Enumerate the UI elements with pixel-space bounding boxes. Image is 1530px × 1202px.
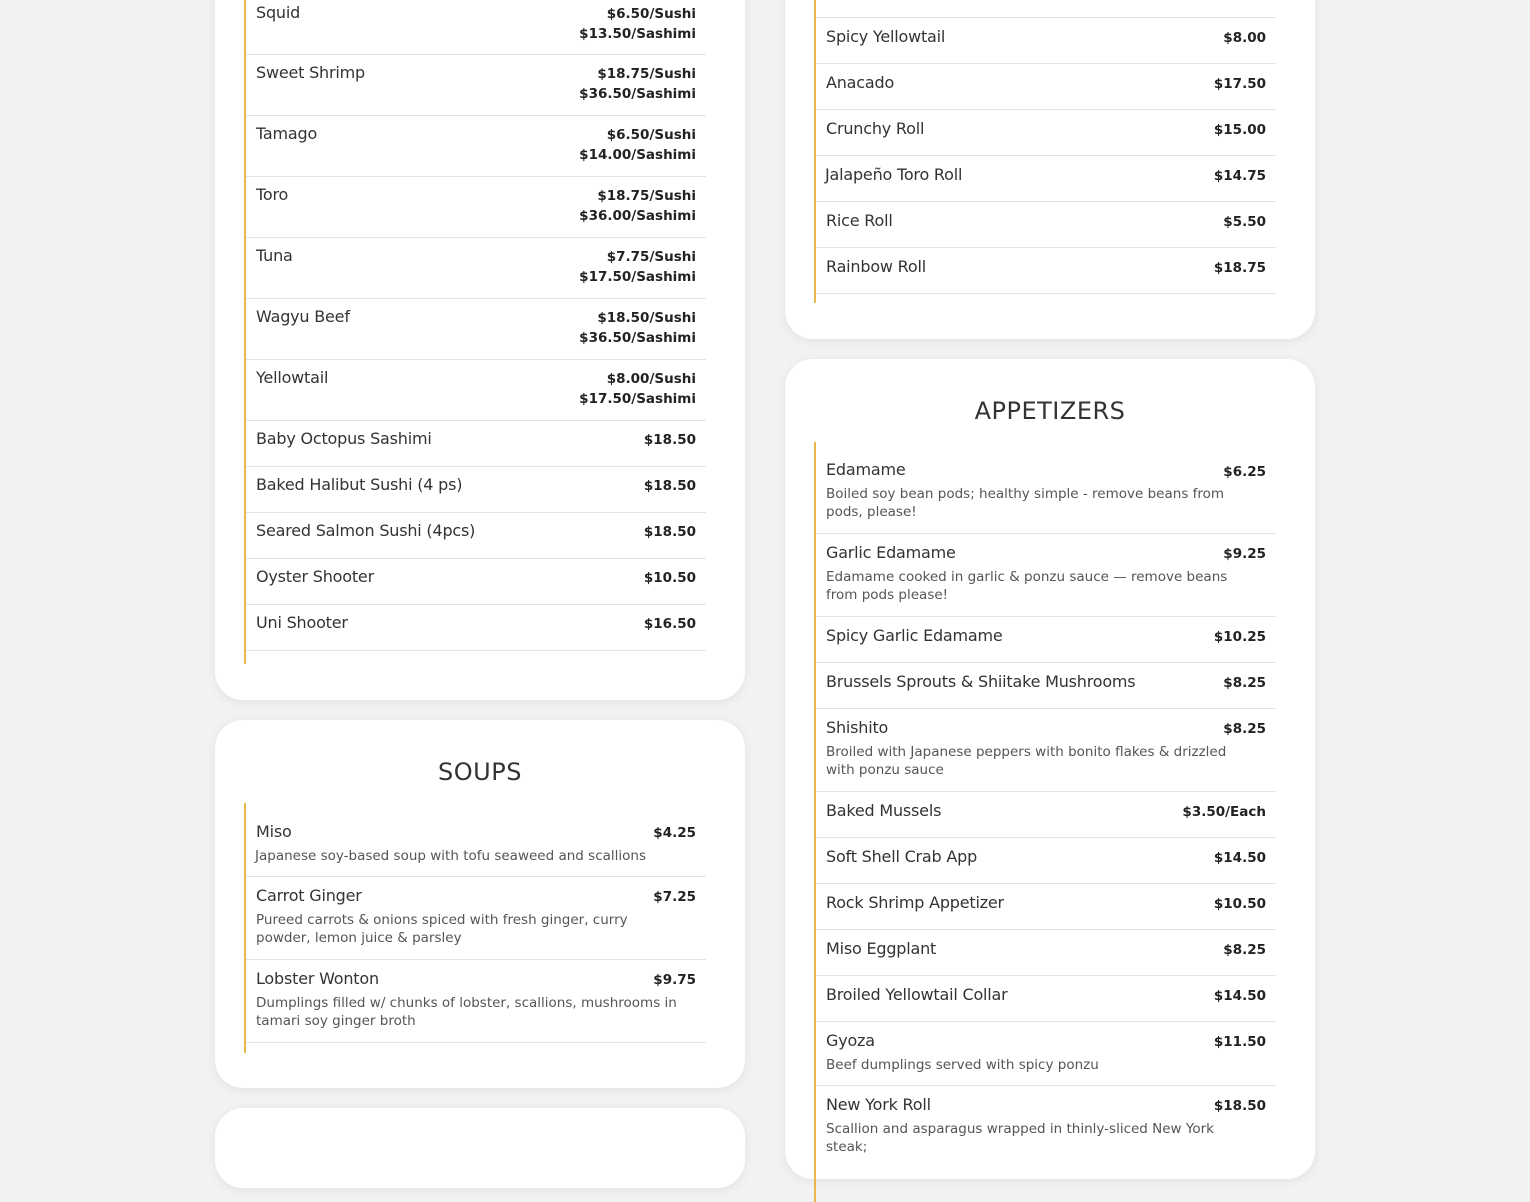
item-price: $8.25 <box>1223 721 1266 737</box>
item-name: Wagyu Beef <box>256 307 350 326</box>
section-title: APPETIZERS <box>974 397 1126 425</box>
item-price <box>579 369 696 409</box>
item-price: $14.50 <box>1213 988 1266 1004</box>
item-name: Toro <box>256 185 289 204</box>
menu-item <box>816 64 1276 110</box>
menu-item <box>246 513 706 559</box>
menu-item <box>816 248 1276 294</box>
item-price: $16.50 <box>643 616 696 632</box>
item-description: Pureed carrots & onions spiced with fresh ginger, curry powder, lemon juice & parsley <box>256 912 628 946</box>
sushi-price: $18.50/Sushi <box>597 310 696 326</box>
item-price: $18.75 <box>1213 260 1266 276</box>
menu-item <box>816 442 1276 534</box>
sushi-price: $6.50/Sushi <box>606 6 696 22</box>
menu-item <box>246 55 706 116</box>
soups-card <box>215 720 745 1088</box>
item-name: Lobster Wonton <box>256 969 379 988</box>
sushi-list <box>244 0 706 664</box>
item-price <box>579 125 696 165</box>
sashimi-price: $17.50/Sashimi <box>579 269 696 285</box>
menu-item <box>816 838 1276 884</box>
menu-item <box>246 0 706 55</box>
item-price <box>579 308 696 348</box>
item-description: Edamame cooked in garlic & ponzu sauce — remove beans from pods please! <box>826 569 1228 603</box>
menu-item <box>816 110 1276 156</box>
rolls-card <box>785 0 1315 339</box>
item-price: $8.25 <box>1223 942 1266 958</box>
sushi-price: $18.75/Sushi <box>597 66 696 82</box>
item-description: Dumplings filled w/ chunks of lobster, scallions, mushrooms in tamari soy ginger broth <box>256 995 677 1029</box>
item-price: $8.00 <box>1223 30 1266 46</box>
menu-item <box>816 156 1276 202</box>
menu-item <box>816 884 1276 930</box>
item-description: Beef dumplings served with spicy ponzu <box>826 1057 1099 1073</box>
item-price: $18.50 <box>643 478 696 494</box>
item-description: Japanese soy-based soup with tofu seaweed and scallions <box>255 848 646 864</box>
item-name: Crunchy Roll <box>826 119 925 138</box>
menu-item <box>816 976 1276 1022</box>
menu-item <box>246 467 706 513</box>
item-price: $11.50 <box>1213 1034 1266 1050</box>
next-section-card <box>215 1108 745 1188</box>
menu-item <box>816 792 1276 838</box>
item-name: New York Roll <box>826 1095 931 1114</box>
menu-item <box>246 360 706 421</box>
menu-item <box>246 960 706 1043</box>
item-name: Tuna <box>256 246 293 265</box>
menu-item <box>816 534 1276 617</box>
item-name: Rainbow Roll <box>826 257 926 276</box>
item-name: Garlic Edamame <box>826 543 956 562</box>
appetizers-list <box>814 442 1276 1202</box>
item-name: Broiled Yellowtail Collar <box>826 985 1008 1004</box>
item-price <box>579 4 696 44</box>
item-price: $8.25 <box>1223 675 1266 691</box>
item-name: Miso <box>256 822 292 841</box>
item-price: $14.50 <box>1213 850 1266 866</box>
item-price <box>579 64 696 104</box>
item-price <box>579 247 696 287</box>
item-price: $17.50 <box>1213 76 1266 92</box>
sashimi-price: $36.00/Sashimi <box>579 208 696 224</box>
sushi-price: $18.75/Sushi <box>597 188 696 204</box>
item-price: $18.50 <box>643 524 696 540</box>
sushi-price: $6.50/Sushi <box>606 127 696 143</box>
item-name: Rice Roll <box>826 211 893 230</box>
menu-item <box>816 1022 1276 1086</box>
item-price: $9.75 <box>653 972 696 988</box>
item-price: $3.50/Each <box>1182 804 1266 820</box>
item-name: Edamame <box>826 460 906 479</box>
menu-item <box>246 238 706 299</box>
sushi-card <box>215 0 745 700</box>
item-price: $18.50 <box>643 432 696 448</box>
item-price: $14.75 <box>1213 168 1266 184</box>
item-description: Boiled soy bean pods; healthy simple - remove beans from pods, please! <box>826 486 1225 520</box>
item-name: Seared Salmon Sushi (4pcs) <box>256 521 476 540</box>
sushi-price: $7.75/Sushi <box>606 249 696 265</box>
menu-item <box>246 559 706 605</box>
menu-item <box>246 177 706 238</box>
item-price <box>579 186 696 226</box>
menu-item-divider <box>816 0 1276 18</box>
sashimi-price: $14.00/Sashimi <box>579 147 696 163</box>
item-name: Spicy Yellowtail <box>826 27 946 46</box>
item-price: $10.50 <box>1213 896 1266 912</box>
item-name: Brussels Sprouts & Shiitake Mushrooms <box>826 672 1136 691</box>
item-price: $18.50 <box>1213 1098 1266 1114</box>
sashimi-price: $36.50/Sashimi <box>579 330 696 346</box>
item-name: Yellowtail <box>256 368 329 387</box>
item-name: Rock Shrimp Appetizer <box>826 893 1004 912</box>
item-name: Uni Shooter <box>256 613 348 632</box>
item-price: $6.25 <box>1223 464 1266 480</box>
menu-item <box>246 299 706 360</box>
item-name: Anacado <box>826 73 895 92</box>
item-name: Tamago <box>256 124 318 143</box>
menu-item <box>816 709 1276 792</box>
menu-item <box>816 1086 1276 1169</box>
item-price: $9.25 <box>1223 546 1266 562</box>
item-name: Baby Octopus Sashimi <box>256 429 432 448</box>
item-name: Miso Eggplant <box>826 939 937 958</box>
menu-item <box>246 877 706 960</box>
item-description: Scallion and asparagus wrapped in thinly-sliced New York steak; <box>826 1121 1214 1155</box>
sushi-price: $8.00/Sushi <box>606 371 696 387</box>
menu-item <box>246 421 706 467</box>
menu-item <box>246 605 706 651</box>
item-price: $4.25 <box>653 825 696 841</box>
item-name: Shishito <box>826 718 889 737</box>
item-price: $5.50 <box>1223 214 1266 230</box>
item-name: Gyoza <box>826 1031 875 1050</box>
sashimi-price: $17.50/Sashimi <box>579 391 696 407</box>
item-price: $10.50 <box>643 570 696 586</box>
item-name: Sweet Shrimp <box>256 63 365 82</box>
sashimi-price: $13.50/Sashimi <box>579 26 696 42</box>
appetizers-card <box>785 359 1315 1179</box>
menu-item <box>246 803 706 877</box>
item-name: Spicy Garlic Edamame <box>826 626 1003 645</box>
menu-item <box>816 663 1276 709</box>
item-name: Oyster Shooter <box>256 567 374 586</box>
soups-list <box>244 803 706 1053</box>
rolls-list <box>814 0 1276 303</box>
item-name: Baked Mussels <box>826 801 942 820</box>
item-name: Jalapeño Toro Roll <box>825 165 963 184</box>
item-price: $15.00 <box>1213 122 1266 138</box>
section-title: SOUPS <box>438 758 522 786</box>
menu-item <box>816 930 1276 976</box>
menu-item <box>816 202 1276 248</box>
item-name: Carrot Ginger <box>256 886 362 905</box>
sashimi-price: $36.50/Sashimi <box>579 86 696 102</box>
item-description: Broiled with Japanese peppers with bonito flakes & drizzled with ponzu sauce <box>826 744 1227 778</box>
item-name: Squid <box>256 3 301 22</box>
menu-item <box>816 18 1276 64</box>
item-price: $7.25 <box>653 889 696 905</box>
menu-item <box>816 617 1276 663</box>
item-name: Soft Shell Crab App <box>826 847 978 866</box>
item-price: $10.25 <box>1213 629 1266 645</box>
item-name: Baked Halibut Sushi (4 ps) <box>256 475 463 494</box>
menu-item <box>246 116 706 177</box>
